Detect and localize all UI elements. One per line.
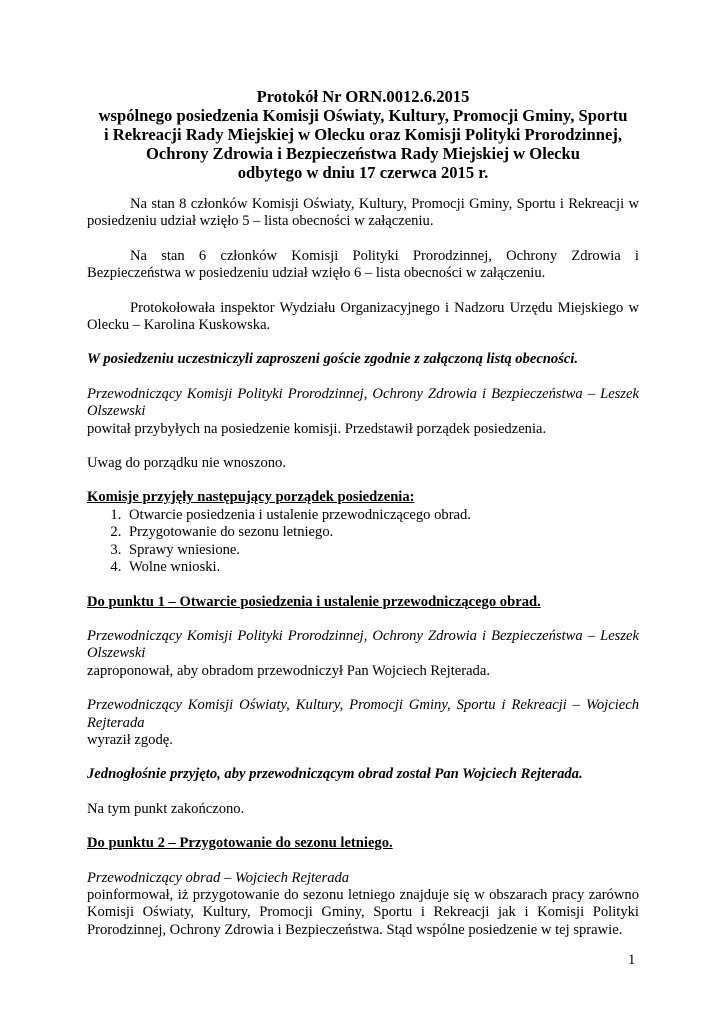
agenda-item: 1. Otwarcie posiedzenia i ustalenie przewodniczącego obrad.: [125, 507, 639, 524]
speaker-label: Przewodniczący Komisji Polityki Prorodzinnej, Ochrony Zdrowia i Bezpieczeństwa – Leszek Olszewski: [87, 385, 639, 420]
title-line: wspólnego posiedzenia Komisji Oświaty, Kultury, Promocji Gminy, Sportu: [98, 106, 628, 125]
statement-text: poinformował, iż przygotowanie do sezonu letniego znajduje się w obszarach pracy zarówno Komisji Oświaty, Kultury, Promocji Gminy, Sportu i Rekreacji jak i Komisji Polityki Prorodzinnej, Ochrony Zdrowia i Bezpieczeństwa. Stąd wspólne posiedzenie w tej sprawie.: [87, 886, 639, 938]
statement-text: powitał przybyłych na posiedzenie komisji. Przedstawił porządek posiedzenia.: [87, 420, 547, 437]
point1-closing: Na tym punkt zakończono.: [87, 800, 245, 817]
intro-paragraph-2: Na stan 6 członków Komisji Polityki Prorodzinnej, Ochrony Zdrowia i Bezpieczeństwa w posiedzeniu udział wzięło 6 – lista obecności w załączeniu.: [87, 247, 639, 282]
agenda-list: [87, 507, 639, 577]
guests-note: W posiedzeniu uczestniczyli zaproszeni goście zgodnie z załączoną listą obecności.: [87, 351, 579, 368]
title-line: Ochrony Zdrowia i Bezpieczeństwa Rady Miejskiej w Olecku: [145, 144, 581, 163]
document-title: [87, 87, 639, 182]
point1-decision: Jednogłośnie przyjęto, aby przewodniczącym obrad został Pan Wojciech Rejterada.: [87, 766, 583, 783]
intro-paragraph-3: Protokołowała inspektor Wydziału Organizacyjnego i Nadzoru Urzędu Miejskiego w Olecku – Karolina Kuskowska.: [87, 299, 639, 334]
speaker-label: Przewodniczący Komisji Polityki Prorodzinnej, Ochrony Zdrowia i Bezpieczeństwa – Leszek Olszewski: [87, 627, 639, 662]
document-page: [87, 87, 639, 939]
intro-paragraph-1: Na stan 8 członków Komisji Oświaty, Kultury, Promocji Gminy, Sportu i Rekreacji w posiedzeniu udział wzięło 5 – lista obecności w załączeniu.: [87, 196, 639, 230]
title-line: i Rekreacji Rady Miejskiej w Olecku oraz Komisji Polityki Prorodzinnej,: [103, 125, 623, 144]
agenda-item: 2. Przygotowanie do sezonu letniego.: [125, 524, 639, 541]
point1-statement-1: [87, 628, 639, 680]
opening-statement: [87, 386, 639, 438]
statement-text: zaproponował, aby obradom przewodniczył Pan Wojciech Rejterada.: [87, 662, 490, 679]
point2-heading: Do punktu 2 – Przygotowanie do sezonu letniego.: [87, 835, 393, 852]
point1-statement-2: [87, 697, 639, 749]
speaker-label: Przewodniczący obrad – Wojciech Rejterada: [87, 869, 350, 886]
agenda-heading: Komisje przyjęły następujący porządek posiedzenia:: [87, 489, 415, 506]
agenda-item: 4. Wolne wnioski.: [125, 559, 639, 576]
point2-statement: [87, 870, 639, 940]
agenda-item: 3. Sprawy wniesione.: [125, 542, 639, 559]
page-number: 1: [628, 952, 636, 968]
point1-heading: Do punktu 1 – Otwarcie posiedzenia i ustalenie przewodniczącego obrad.: [87, 593, 541, 610]
no-remarks-note: Uwag do porządku nie wnoszono.: [87, 455, 286, 472]
title-line: Protokół Nr ORN.0012.6.2015: [256, 87, 470, 106]
title-line: odbytego w dniu 17 czerwca 2015 r.: [237, 163, 489, 182]
speaker-label: Przewodniczący Komisji Oświaty, Kultury, Promocji Gminy, Sportu i Rekreacji – Wojciech Rejterada: [87, 697, 639, 731]
statement-text: wyraził zgodę.: [87, 731, 173, 748]
